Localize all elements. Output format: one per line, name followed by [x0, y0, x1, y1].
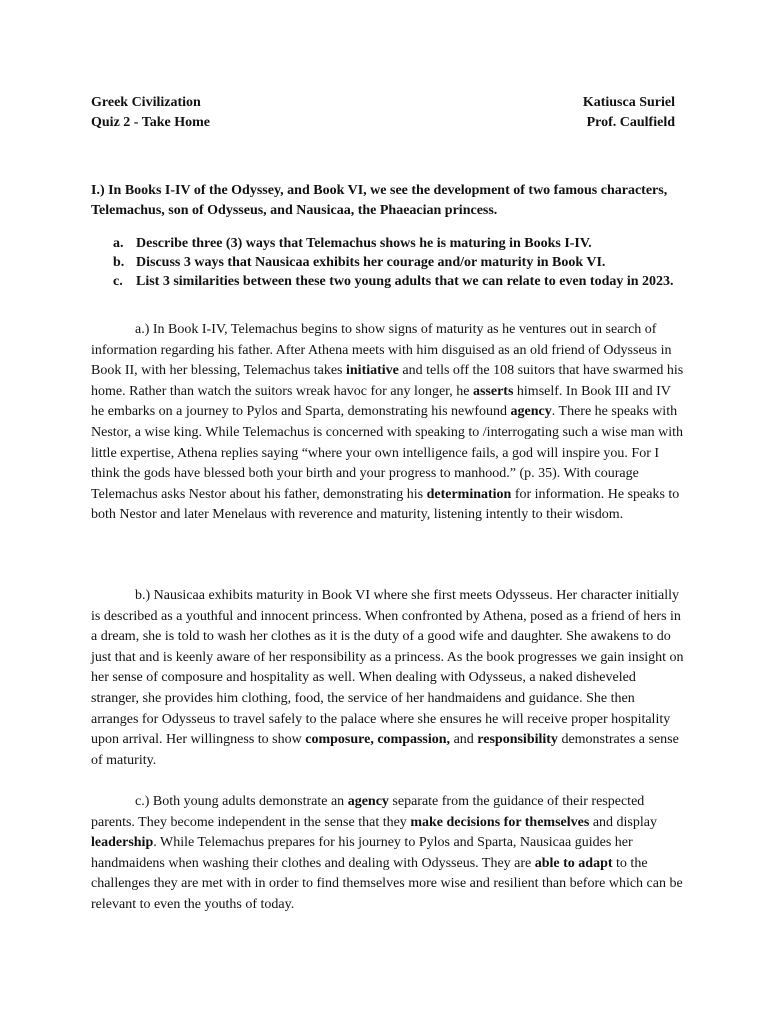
emphasis-term: agency — [347, 794, 389, 809]
list-item-text: Discuss 3 ways that Nausicaa exhibits her courage and/or maturity in Book VI. — [136, 255, 606, 270]
emphasis-term: make decisions for themselves — [410, 814, 590, 830]
emphasis-term: able to adapt — [534, 855, 613, 871]
list-item-text: Describe three (3) ways that Telemachus shows he is maturing in Books I-IV. — [136, 236, 592, 251]
list-marker: a. — [113, 236, 124, 251]
answer-text: . There he speaks with Nestor, a wise king. While Telemachus is concerned with speaking to /interrogating such a wise man with little expertise, Athena replies saying “where your own intelligence fails, a god will inspire you. For I think the gods have blessed both your birth and your progress to manhood.” (p. 35). With courage Telemachus asks Nestor about his father, demonstrating his — [91, 404, 684, 502]
answer-text: for information. He speaks to both Nestor and later Menelaus with reverence and maturity, listening intently to their wisdom. — [91, 486, 680, 523]
header-row-1 — [91, 93, 675, 113]
answer-text: c.) Both young adults demonstrate an — [135, 794, 348, 809]
answer-text: a.) In Book I-IV, Telemachus begins to show signs of maturity as he ventures out in search of information regarding his father. After Athena meets with him disguised as an old friend of Odysseus in Book II, with her blessing, Telemachus takes — [91, 322, 672, 379]
answer-text: demonstrates a sense of maturity. — [91, 732, 679, 768]
list-marker: c. — [113, 274, 123, 289]
emphasis-term: asserts — [472, 383, 514, 399]
emphasis-term: leadership — [91, 835, 154, 851]
emphasis-term: initiative — [346, 363, 399, 379]
emphasis-term: composure, compassion, — [305, 732, 451, 748]
list-item — [91, 253, 691, 272]
answer-text: and — [450, 732, 478, 748]
header-row-2 — [91, 113, 675, 133]
answer-text: . While Telemachus prepares for his journey to Pylos and Sparta, Nausicaa guides her handmaidens when washing their clothes and dealing with Odysseus. They are — [91, 835, 633, 871]
question-prompt: I.) In Books I-IV of the Odyssey, and Book VI, we see the development of two famous characters, Telemachus, son of Odysseus, and Nausicaa, the Phaeacian princess. — [91, 183, 668, 218]
course-title: Greek Civilization — [91, 95, 201, 110]
list-item-text: List 3 similarities between these two young adults that we can relate to even today in 2023. — [136, 274, 674, 289]
answer-text: to the challenges they are met with in order to find themselves more wise and resilient than before which can be relevant to even the youths of today. — [91, 855, 683, 912]
answer-text: and tells off the 108 suitors that have swarmed his home. Rather than watch the suitors wreak havoc for any longer, he — [91, 363, 684, 399]
author-name: Katiusca Suriel — [582, 95, 675, 110]
list-marker: b. — [113, 255, 125, 270]
answer-c-paragraph — [91, 792, 685, 916]
list-item — [91, 272, 691, 291]
quiz-title: Quiz 2 - Take Home — [91, 115, 211, 130]
emphasis-term: determination — [426, 486, 512, 502]
answer-text: b.) Nausicaa exhibits maturity in Book VI where she first meets Odysseus. Her character initially is described as a youthful and innocent princess. When confronted by Athena, posed as a friend of hers in a dream, she is told to wash her clothes as it is the duty of a good wife and daughter. She awakens to do just that and is keenly aware of her responsibility as a princess. As the book progresses we gain insight on her sense of composure and hospitality as well. When dealing with Odysseus, a naked disheveled stranger, she provides him clothing, food, the service of her handmaidens and guidance. She then arranges for Odysseus to travel safely to the palace where she ensures he will receive proper hospitality upon arrival. Her willingness to show — [91, 588, 684, 748]
answer-a-paragraph — [91, 320, 685, 526]
question-subparts — [91, 234, 691, 291]
professor-name: Prof. Caulfield — [586, 115, 675, 130]
emphasis-term: responsibility — [477, 732, 558, 748]
answer-text: and display — [589, 814, 657, 830]
emphasis-term: agency — [510, 404, 552, 420]
list-item — [91, 234, 691, 253]
answer-text: separate from the guidance of their respected parents. They become independent in the sense that they — [91, 794, 645, 830]
answer-text: himself. In Book III and IV he embarks on a journey to Pylos and Sparta, demonstrating his newfound — [91, 383, 671, 420]
answer-b-paragraph — [91, 586, 685, 771]
